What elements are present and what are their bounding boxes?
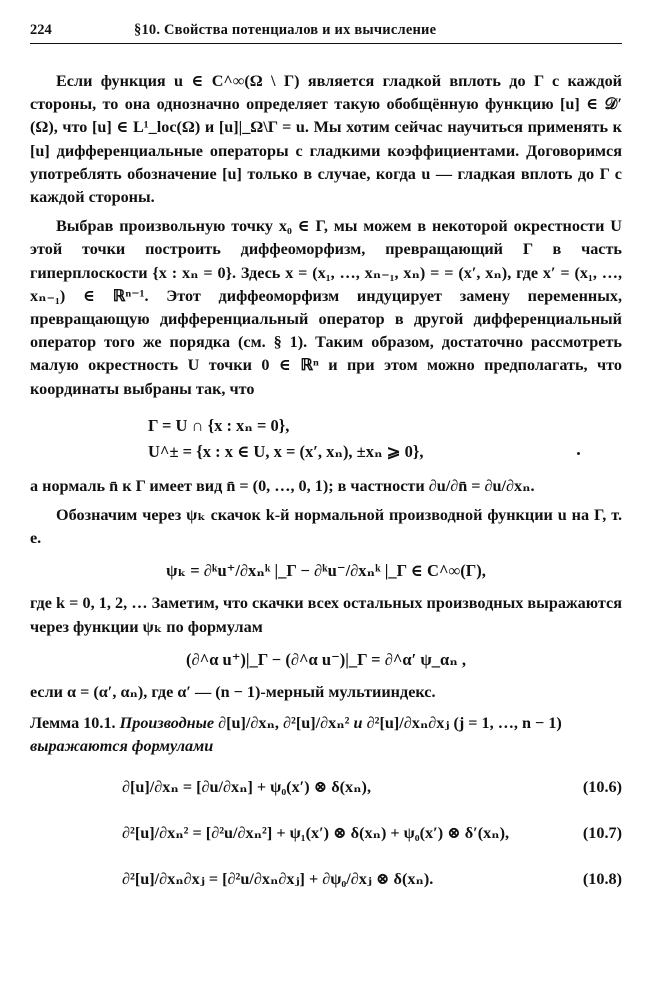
stray-dot-mark xyxy=(577,452,580,455)
equation-10-7 xyxy=(30,810,622,856)
paragraph-other-derivatives: где k = 0, 1, 2, … Заметим, что скачки всех остальных производных выражаются через функции ψₖ по формулам xyxy=(30,594,622,636)
equation-body: ∂²[u]/∂xₙ² = [∂²u/∂xₙ²] + ψ₁(x′) ⊗ δ(xₙ) + ψ₀(x′) ⊗ δ′(xₙ), xyxy=(122,824,510,843)
equation-body: ∂²[u]/∂xₙ∂xⱼ = [∂²u/∂xₙ∂xⱼ] + ∂ψ₀/∂xⱼ ⊗ δ(xₙ). xyxy=(122,870,434,889)
equation-number: (10.6) xyxy=(582,777,622,796)
equation-10-8 xyxy=(30,856,622,902)
lemma-block xyxy=(30,712,622,735)
lemma-statement: выражаются формулами xyxy=(30,737,214,756)
lemma-frac-2: ∂²[u]/∂xₙ² xyxy=(283,714,350,733)
equation-u-plus-minus: U^± = {x : x ∈ U, x = (x′, xₙ), ±xₙ ⩾ 0}, xyxy=(148,441,424,461)
lemma-conj: и xyxy=(353,714,363,733)
equation-alpha: (∂^α u⁺)|_Γ − (∂^α u⁻)|_Γ = ∂^α′ ψ_αₙ , xyxy=(185,649,467,669)
equation-system xyxy=(148,413,622,465)
equation-number: (10.7) xyxy=(582,823,622,842)
lemma-title: Лемма 10.1. xyxy=(30,714,116,733)
running-header xyxy=(30,22,622,44)
paragraph-diffeomorphism: Выбрав произвольную точку x₀ ∈ Γ, мы можем в некоторой окрестности U этой точки построить диффеоморфизм, превращающий Γ в часть гиперплоскости {x : xₙ = 0}. Здесь x = (x₁, …, xₙ₋₁, xₙ) = = (x′, xₙ), где x′ = (x₁, …, xₙ₋₁) ∈ ℝⁿ⁻¹. Этот диффеоморфизм индуцирует замену переменных, превращающую дифференциальный оператор в другой дифференциальный оператор того же порядка (см. § 1). Таким образом, достаточно рассмотреть малую окрестность U точки 0 ∈ ℝⁿ и при этом можно предполагать, что координаты выбраны так, что xyxy=(30,217,622,398)
paragraph-normal: а нормаль n̄ к Γ имеет вид n̄ = (0, …, 0, 1); в частности ∂u/∂n̄ = ∂u/∂xₙ. xyxy=(30,476,535,495)
equation-number: (10.8) xyxy=(582,869,622,888)
paragraph-smooth-function: Если функция u ∈ C^∞(Ω \ Γ) является гладкой вплоть до Γ с каждой стороны, то она однозначно определяет такую обобщённую функцию [u] ∈ 𝒟′(Ω), что [u] ∈ L¹_loc(Ω) и [u]|_Ω\Γ = u. Мы хотим сейчас научиться применять к [u] дифференциальные операторы с гладкими коэффициентами. Договоримся употреблять обозначение [u] только в случае, когда u — гладкая вплоть до Γ с каждой стороны. xyxy=(30,72,622,207)
equation-body: ∂[u]/∂xₙ = [∂u/∂xₙ] + ψ₀(x′) ⊗ δ(xₙ), xyxy=(122,778,371,797)
page-number: 224 xyxy=(30,22,52,38)
lemma-frac-1: ∂[u]/∂xₙ, xyxy=(218,714,279,733)
lemma-frac-3: ∂²[u]/∂xₙ∂xⱼ xyxy=(366,714,450,733)
equation-psi: ψₖ = ∂ᵏu⁺/∂xₙᵏ |_Γ − ∂ᵏu⁻/∂xₙᵏ |_Γ ∈ C^∞(Γ), xyxy=(166,561,486,581)
section-title: §10. Свойства потенциалов и их вычисление xyxy=(134,22,437,38)
lemma-range: (j = 1, …, n − 1) xyxy=(453,714,562,733)
equation-gamma: Γ = U ∩ {x : xₙ = 0}, xyxy=(148,415,290,435)
equation-10-6 xyxy=(30,764,622,810)
paragraph-jump-definition: Обозначим через ψₖ скачок k-й нормальной производной функции u на Γ, т. е. xyxy=(30,506,622,548)
paragraph-multiindex: если α = (α′, αₙ), где α′ — (n − 1)-мерный мультииндекс. xyxy=(30,682,436,701)
lemma-intro: Производные xyxy=(119,714,215,733)
book-page xyxy=(30,22,622,902)
